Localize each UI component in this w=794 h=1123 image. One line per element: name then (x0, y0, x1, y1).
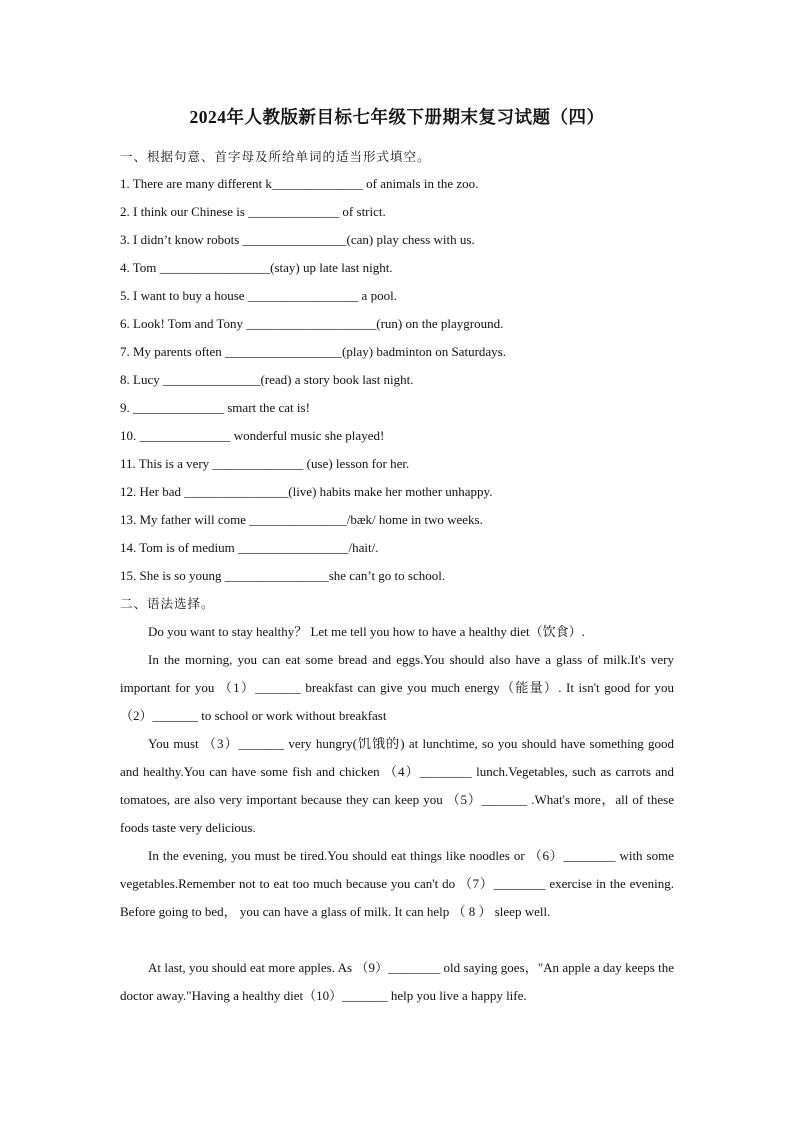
passage-paragraph-3: You must （3）_______ very hungry(饥饿的) at lunchtime, so you should have something good and healthy.You can have some fish and chicken （4）________ lunch.Vegetables, such as carrots and tomatoes, are also very important because they can keep you （5）_______ .What's more，all of these foods taste very delicious. (120, 736, 674, 835)
question-12: 12. Her bad ________________(live) habits make her mother unhappy. (120, 484, 493, 499)
question-5: 5. I want to buy a house _________________ a pool. (120, 288, 397, 303)
passage-paragraph-4: In the evening, you must be tired.You should eat things like noodles or （6）________ with some vegetables.Remember not to eat too much because you can't do （7）________ exercise in the evening. Before going to bed， you can have a glass of milk. It can help （ 8 ） sleep well. (120, 848, 674, 919)
question-6: 6. Look! Tom and Tony ____________________(run) on the playground. (120, 316, 504, 331)
passage-paragraph-2: In the morning, you can eat some bread and eggs.You should also have a glass of milk.It's very important for you （1）_______ breakfast can give you much energy（能量）. It isn't good for you （2）_______ to school or work without breakfast (120, 652, 674, 723)
question-9: 9. ______________ smart the cat is! (120, 400, 310, 415)
section-heading-grammar: 二、语法选择。 (120, 597, 215, 611)
question-2: 2. I think our Chinese is ______________ of strict. (120, 204, 386, 219)
question-1: 1. There are many different k______________ of animals in the zoo. (120, 176, 479, 191)
passage-paragraph-5: At last, you should eat more apples. As （9）________ old saying goes，"An apple a day keeps the doctor away."Having a healthy diet（10）_______ help you live a happy life. (120, 960, 674, 1003)
page-title: 2024年人教版新目标七年级下册期末复习试题（四） (189, 107, 605, 127)
question-15: 15. She is so young ________________she can’t go to school. (120, 568, 446, 583)
question-14: 14. Tom is of medium _________________/hait/. (120, 540, 379, 555)
passage-paragraph-1: Do you want to stay healthy？ Let me tell you how to have a healthy diet（饮食）. (148, 624, 585, 639)
question-8: 8. Lucy _______________(read) a story book last night. (120, 372, 414, 387)
section-heading-fill-in: 一、根据句意、首字母及所给单词的适当形式填空。 (120, 150, 431, 164)
question-7: 7. My parents often __________________(play) badminton on Saturdays. (120, 344, 506, 359)
question-10: 10. ______________ wonderful music she played! (120, 428, 385, 443)
question-13: 13. My father will come _______________/bæk/ home in two weeks. (120, 512, 483, 527)
question-4: 4. Tom _________________(stay) up late last night. (120, 260, 393, 275)
question-11: 11. This is a very ______________ (use) lesson for her. (120, 456, 410, 471)
question-3: 3. I didn’t know robots ________________(can) play chess with us. (120, 232, 475, 247)
